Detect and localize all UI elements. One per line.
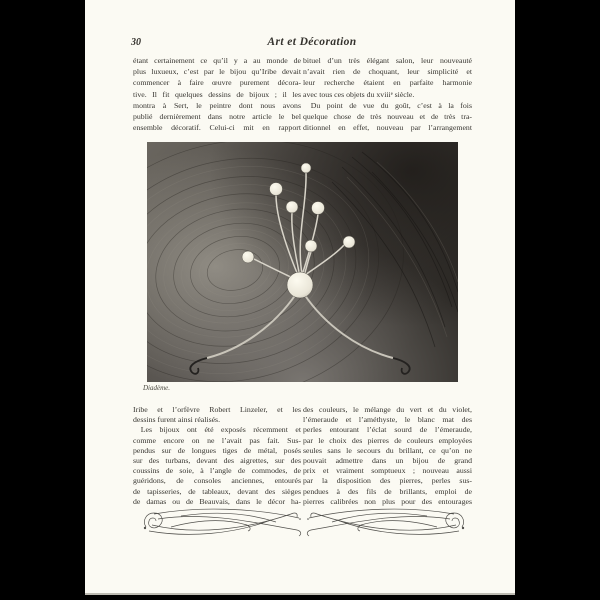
text-line: publié dernièrement dans notre article le bel [133,111,301,121]
text-line: par le choix des pierres de couleurs employées [303,435,472,445]
text-column-top-right [303,55,472,133]
text-line: avec tous ces objets du xviiiᵉ siècle. [303,89,415,99]
text-line: sur des turbans, devant des aigrettes, sur des [133,455,301,465]
text-line: plus luxueux, c’est par le bijou qu’Iribe devait [133,67,301,77]
text-line: leur recherche étaient en parfaite harmonie [303,78,472,88]
text-line: n’avait rien de choquant, leur simplicité et [303,67,472,77]
text-line: pendues à des fils de brillants, emploi de [303,486,472,496]
text-line: de tapisseries, de tableaux, devant des sièges [133,486,301,496]
text-line: étant certainement ce qu’il y a au monde de [133,56,301,65]
text-line: pouvait admettre dans un bijou de grand [303,455,472,465]
text-line: seules sans le secours du brillant, ce qu’on ne [303,445,472,455]
text-line: quelque chose de très nouveau et de très tra- [303,111,472,121]
diadem-photograph [147,142,458,382]
text-line: des couleurs, le mélange du vert et du violet, [303,405,472,414]
text-line: dessins furent ainsi réalisés. [133,415,221,425]
text-line: Du point de vue du goût, c’est à la fois [303,100,472,110]
text-column-bottom-right [303,405,472,507]
text-line: ensemble décoratif. Celui-ci mit en rapport [133,123,301,133]
figure-caption: Diadème. [143,384,171,392]
text-line: commencer à faire œuvre purement décora- [133,78,301,88]
text-line: l’émeraude et l’améthyste, le blanc mat des [303,415,472,425]
text-line: prix et vraiment somptueux ; nouveau aussi [303,466,472,476]
text-column-top-left [133,55,301,133]
flourish-art [139,506,469,538]
text-line: pierres calibrées non plus pour des entourages [303,496,472,506]
text-line: comme encore on ne l’avait pas fait. Sus- [133,435,301,445]
journal-title: Art et Décoration [267,36,357,48]
text-line: Les bijoux ont été exposés récemment et [133,425,301,435]
text-line: montra à Sert, le peintre dont nous avons [133,100,301,110]
tailpiece-ornament [139,506,469,538]
text-line: bituel d’un très élégant salon, leur nouveauté [303,56,472,65]
text-line: par la disposition des pierres, perles sus- [303,476,472,486]
text-line: pendus sur de longues tiges de métal, posés [133,445,301,455]
text-line: de damas ou de Beauvais, dans le décor ha- [133,496,301,506]
text-line: tive. Il fit quelques dessins de bijoux ; il les [133,89,301,99]
text-line: ditionnel en effet, nouveau par l’arrangement [303,123,472,133]
text-line: coussins de soie, à l’angle de commodes, de [133,466,301,476]
text-line: guéridons, de consoles anciennes, entourés [133,476,301,486]
diadem-photo-art [147,142,458,382]
text-line: perles entourant l’éclat sourd de l’émeraude, [303,425,472,435]
magazine-page [85,0,515,595]
text-line: Iribe et l’orfèvre Robert Linzeler, et les [133,405,301,414]
text-column-bottom-left [133,405,301,507]
page-number: 30 [131,37,141,48]
